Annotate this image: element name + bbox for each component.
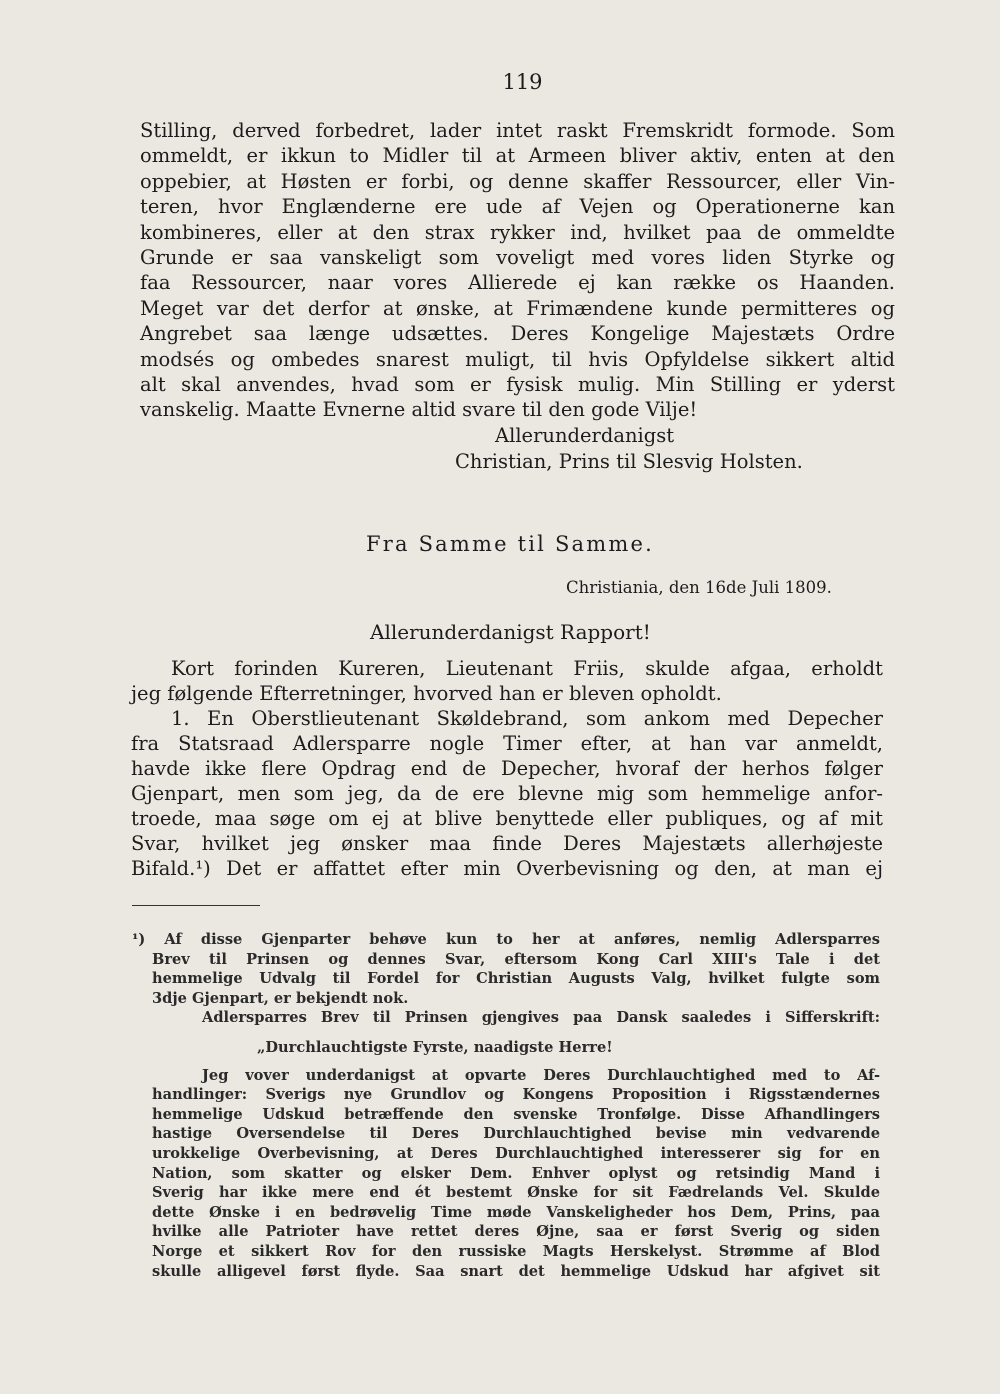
footnote-line: dette Ønske i en bedrøvelig Time møde Vanskeligheder hos Dem, Prins, paa bbox=[152, 1203, 880, 1221]
text-line: ommeldt, er ikkun to Midler til at Armeen bliver aktiv, enten at den bbox=[140, 144, 895, 168]
text-line: Angrebet saa længe udsættes. Deres Kongelige Majestæts Ordre bbox=[140, 322, 895, 346]
footnote-line: Jeg vover underdanigst at opvarte Deres Durchlauchtighed med to Af- bbox=[202, 1066, 880, 1084]
text-line: jeg følgende Efterretninger, hvorved han er bleven opholdt. bbox=[131, 682, 722, 705]
salutation: Allerunderdanigst Rapport! bbox=[370, 620, 651, 644]
footnote-marker: ¹) bbox=[132, 931, 146, 948]
text-line: alt skal anvendes, hvad som er fysisk mulig. Min Stilling er yderst bbox=[140, 373, 895, 397]
text-line: havde ikke flere Opdrag end de Depecher, hvoraf der herhos følger bbox=[131, 757, 883, 780]
text-line: Svar, hvilket jeg ønsker maa finde Deres Majestæts allerhøjeste bbox=[131, 832, 883, 855]
text-line: faa Ressourcer, naar vores Allierede ej kan række os Haanden. bbox=[140, 271, 895, 295]
text-line: kombineres, eller at den strax rykker ind, hvilket paa de ommeldte bbox=[140, 220, 895, 244]
footnote-line: Sverig har ikke mere end ét bestemt Ønske for sit Fædrelands Vel. Skulde bbox=[152, 1184, 880, 1202]
letter-body bbox=[140, 118, 895, 423]
footnote-line: handlinger: Sverigs nye Grundlov og Kongens Proposition i Rigsstændernes bbox=[152, 1086, 880, 1104]
section-heading: Fra Samme til Samme. bbox=[365, 532, 655, 556]
footnote-line: hemmelige Udskud betræffende den svenske Tronfølge. Disse Afhandlingers bbox=[152, 1105, 880, 1123]
footnote-line: hastige Oversendelse til Deres Durchlauchtighed bevise min vedvarende bbox=[152, 1125, 880, 1143]
page-number: 119 bbox=[502, 70, 543, 94]
footnote-line: Brev til Prinsen og dennes Svar, eftersom Kong Carl XIII's Tale i det bbox=[152, 950, 880, 968]
text-line: troede, maa søge om ej at blive benyttede eller publiques, og af mit bbox=[131, 807, 883, 830]
text-line: vanskelig. Maatte Evnerne altid svare til den gode Vilje! bbox=[140, 398, 698, 422]
closing: Allerunderdanigst bbox=[495, 424, 675, 447]
text-line: oppebier, at Høsten er forbi, og denne skaffer Ressourcer, eller Vin- bbox=[140, 169, 895, 193]
footnote-line: urokkelige Overbevisning, at Deres Durchlauchtighed interesserer sig for en bbox=[152, 1144, 880, 1162]
footnote-line: hemmelige Udvalg til Fordel for Christian Augusts Valg, hvilket fulgte som bbox=[152, 970, 880, 988]
text-line: Stilling, derved forbedret, lader intet raskt Fremskridt formode. Som bbox=[140, 119, 895, 142]
footnote-line: Norge et sikkert Rov for den russiske Magts Herskelyst. Strømme af Blod bbox=[152, 1242, 880, 1260]
report-body bbox=[131, 656, 883, 881]
text-line: modsés og ombedes snarest muligt, til hvis Opfyldelse sikkert altid bbox=[140, 347, 895, 371]
text-line: 1. En Oberstlieutenant Skøldebrand, som ankom med Depecher bbox=[171, 707, 883, 730]
footnote-line: hvilke alle Patrioter have rettet deres Øjne, saa er først Sverig og siden bbox=[152, 1223, 880, 1241]
text-line: Grunde er saa vanskeligt som voveligt med vores liden Styrke og bbox=[140, 246, 895, 270]
text-line: Bifald.¹) Det er affattet efter min Overbevisning og den, at man ej bbox=[131, 857, 883, 880]
text-line: Kort forinden Kureren, Lieutenant Friis, skulde afgaa, erholdt bbox=[171, 657, 883, 680]
footnote-line: 3dje Gjenpart, er bekjendt nok. bbox=[152, 989, 409, 1007]
text-line: fra Statsraad Adlersparre nogle Timer efter, at han var anmeldt, bbox=[131, 732, 883, 755]
footnote-line: „Durchlauchtigste Fyrste, naadigste Herre! bbox=[257, 1038, 613, 1056]
dateline: Christiania, den 16de Juli 1809. bbox=[566, 578, 832, 597]
text-line: Gjenpart, men som jeg, da de ere blevne mig som hemmelige anfor- bbox=[131, 782, 883, 805]
footnote-line: Adlersparres Brev til Prinsen gjengives paa Dansk saaledes i Sifferskrift: bbox=[202, 1009, 880, 1027]
footnote-text: Af disse Gjenparter behøve kun to her at anføres, nemlig Adlersparres bbox=[164, 931, 880, 948]
text-line: teren, hvor Englænderne ere ude af Vejen og Operationerne kan bbox=[140, 195, 895, 219]
footnote-line bbox=[132, 930, 880, 950]
footnote bbox=[132, 930, 880, 1281]
text-line: Meget var det derfor at ønske, at Frimændene kunde permitteres og bbox=[140, 296, 895, 320]
signature: Christian, Prins til Slesvig Holsten. bbox=[455, 450, 803, 473]
footnote-line: Nation, som skatter og elsker Dem. Enhver oplyst og retsindig Mand i bbox=[152, 1164, 880, 1182]
footnote-line: skulle alligevel først flyde. Saa snart det hemmelige Udskud har afgivet sit bbox=[152, 1262, 880, 1280]
footnote-divider bbox=[132, 905, 260, 906]
